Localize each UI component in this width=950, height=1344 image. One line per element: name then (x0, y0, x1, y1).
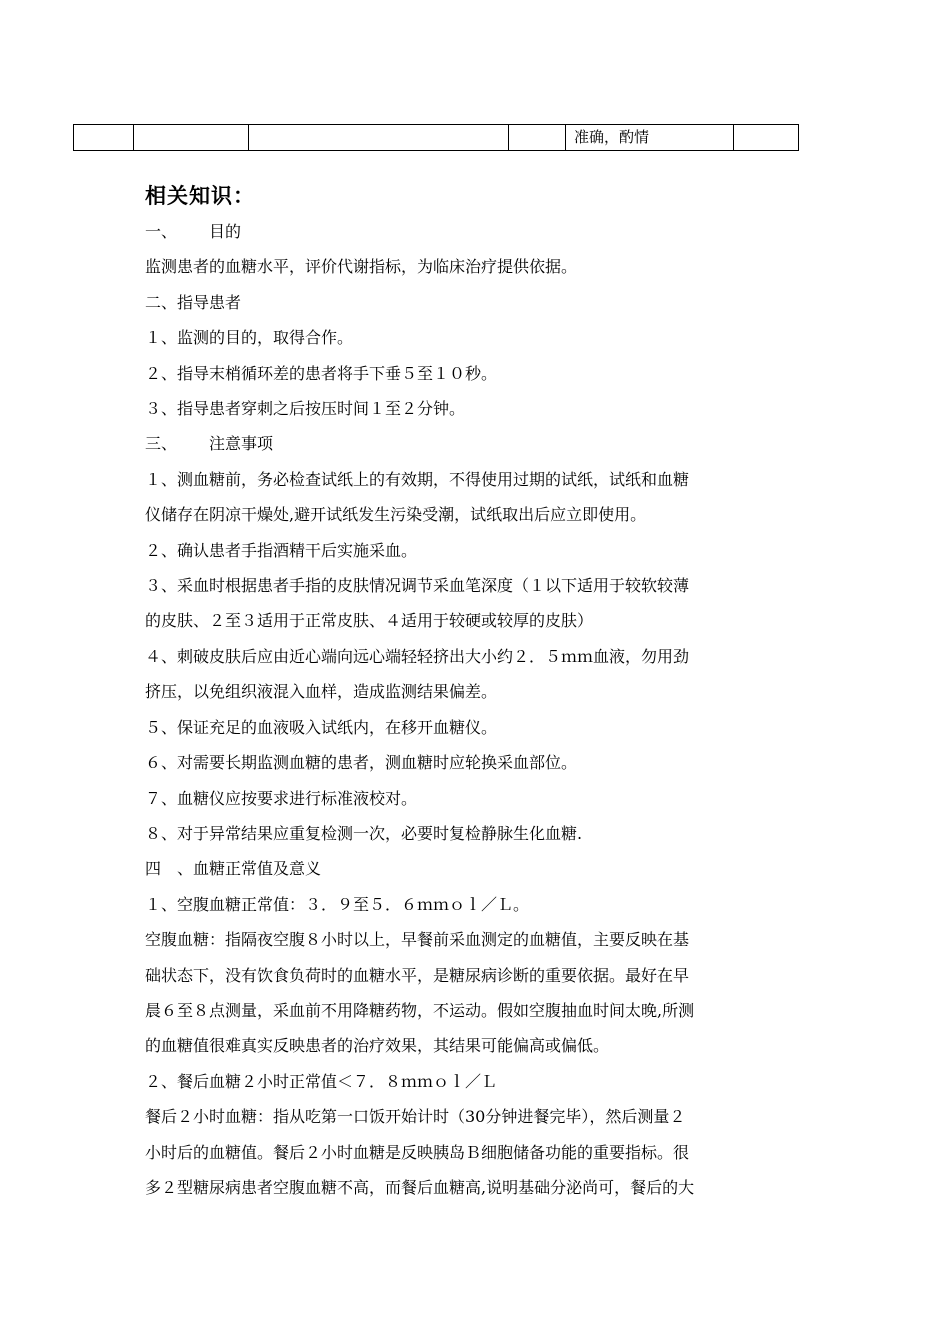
text-span: 四 、血糖正常值及意义 (145, 859, 322, 879)
text-span: 小时后的血糖值。餐后２小时血糖是反映胰岛Ｂ细胞储备功能的重要指标。很 (145, 1142, 690, 1162)
body-text (145, 180, 810, 1205)
table-cell (134, 125, 249, 151)
text-line (145, 1170, 810, 1205)
text-span: 一、 (145, 222, 178, 241)
text-line (145, 639, 810, 674)
text-line (145, 958, 810, 993)
text-span: 监测患者的血糖水平，评价代谢指标，为临床治疗提供依据。 (145, 257, 578, 277)
table-row (74, 125, 799, 151)
text-line (145, 285, 810, 320)
text-span: 多２型糖尿病患者空腹血糖不高，而餐后血糖高,说明基础分泌尚可，餐后的大 (145, 1177, 695, 1197)
text-line (145, 356, 810, 391)
text-line (145, 710, 810, 745)
text-span: 晨６至８点测量，采血前不用降糖药物，不运动。假如空腹抽血时间太晚,所测 (145, 1000, 695, 1020)
text-line (145, 816, 810, 851)
text-line (145, 320, 810, 355)
text-line (145, 426, 810, 461)
text-line (145, 568, 810, 603)
text-line (145, 497, 810, 532)
text-span: 的皮肤、２至３适用于正常皮肤、４适用于较硬或较厚的皮肤） (145, 611, 594, 631)
text-span: 三、 (145, 434, 178, 454)
text-line (145, 674, 810, 709)
text-span: ７、血糖仪应按要求进行标准液校对。 (145, 788, 418, 808)
text-line (145, 922, 810, 957)
text-span: 注意事项 (209, 434, 274, 454)
table-cell (734, 125, 799, 151)
text-span: １、测血糖前，务必检查试纸上的有效期，不得使用过期的试纸，试纸和血糖 (145, 469, 690, 489)
table-cell (74, 125, 134, 151)
text-span: １、空腹血糖正常值：３．９至５．６ｍｍｏｌ／Ｌ。 (145, 894, 530, 914)
table-fragment (73, 124, 799, 151)
table-cell (249, 125, 509, 151)
text-span: ２、确认患者手指酒精干后实施采血。 (145, 540, 418, 560)
text-line (145, 851, 810, 886)
text-line (145, 533, 810, 568)
text-span: 的血糖值很难真实反映患者的治疗效果，其结果可能偏高或偏低。 (145, 1036, 610, 1056)
text-span: ６、对需要长期监测血糖的患者，测血糖时应轮换采血部位。 (145, 753, 578, 773)
text-line (145, 462, 810, 497)
table-cell (509, 125, 566, 151)
text-span: ２、指导末梢循环差的患者将手下垂５至１０秒。 (145, 363, 498, 383)
text-span: 二、指导患者 (145, 292, 242, 312)
text-line (145, 391, 810, 426)
text-span: 空腹血糖：指隔夜空腹８小时以上，早餐前采血测定的血糖值，主要反映在基 (145, 930, 690, 950)
text-line (145, 214, 810, 249)
text-span: ２、餐后血糖２小时正常值＜７．８ｍｍｏｌ／Ｌ (145, 1071, 498, 1091)
text-span: ８、对于异常结果应重复检测一次，必要时复检静脉生化血糖. (145, 823, 583, 843)
text-line (145, 603, 810, 638)
text-line (145, 1028, 810, 1063)
text-line (145, 781, 810, 816)
text-span: 挤压，以免组织液混入血样，造成监测结果偏差。 (145, 682, 498, 702)
text-span: 目的 (209, 222, 242, 241)
text-line (145, 249, 810, 284)
text-span: ４、刺破皮肤后应由近心端向远心端轻轻挤出大小约２．５ｍｍ血液，勿用劲 (145, 646, 690, 666)
text-span: １、监测的目的，取得合作。 (145, 328, 354, 348)
text-line (145, 1064, 810, 1099)
table-cell: 准确，酌情 (566, 125, 734, 151)
text-span: 餐后２小时血糖：指从吃第一口饭开始计时（30分钟进餐完毕），然后测量２ (145, 1107, 686, 1127)
text-span: 础状态下，没有饮食负荷时的血糖水平，是糖尿病诊断的重要依据。最好在早 (145, 965, 690, 985)
text-line (145, 993, 810, 1028)
text-lines (145, 214, 810, 1205)
text-line (145, 1099, 810, 1134)
text-span: 仪储存在阴凉干燥处,避开试纸发生污染受潮，试纸取出后应立即使用。 (145, 505, 647, 525)
text-line (145, 1135, 810, 1170)
text-span: ３、采血时根据患者手指的皮肤情况调节采血笔深度（１以下适用于较软较薄 (145, 576, 690, 596)
section-title: 相关知识： (145, 184, 255, 208)
text-line (145, 887, 810, 922)
text-span: ３、指导患者穿刺之后按压时间１至２分钟。 (145, 399, 466, 419)
text-line (145, 745, 810, 780)
text-span: ５、保证充足的血液吸入试纸内，在移开血糖仪。 (145, 717, 498, 737)
